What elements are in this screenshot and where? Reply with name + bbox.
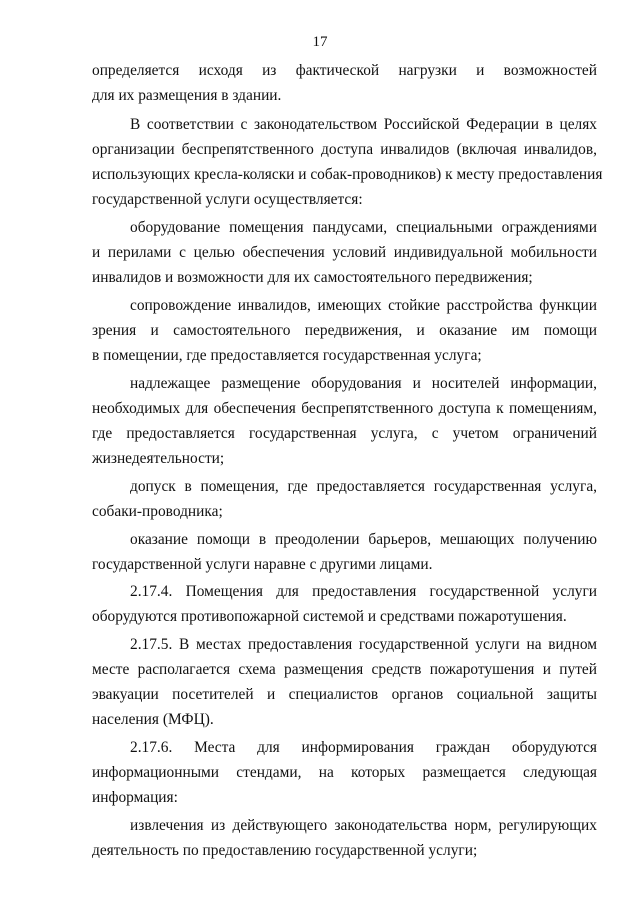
text-line: для их размещения в здании. [92, 87, 282, 104]
text-line: собаки-проводника; [92, 503, 223, 520]
text-line: государственной услуги наравне с другими лицами. [92, 556, 433, 573]
text-line: деятельность по предоставлению государственной услуги; [92, 842, 478, 859]
text-line: инвалидов и возможности для их самостоятельного передвижения; [92, 269, 533, 286]
text-line: оборудование помещения пандусами, специальными ограждениями [130, 219, 597, 236]
text-line: допуск в помещения, где предоставляется государственная услуга, [130, 478, 597, 495]
text-line: 2.17.6. Места для информирования граждан оборудуются [130, 739, 597, 756]
text-line: информационными стендами, на которых размещается следующая [92, 764, 597, 781]
text-line: населения (МФЦ). [92, 711, 214, 728]
text-line: В соответствии с законодательством Российской Федерации в целях [130, 116, 597, 133]
text-line: зрения и самостоятельного передвижения, и оказание им помощи [92, 322, 597, 339]
text-line: 2.17.4. Помещения для предоставления государственной услуги [130, 583, 597, 600]
text-line: использующих кресла-коляски и собак-проводников) к месту предоставления [92, 166, 603, 183]
text-line: жизнедеятельности; [92, 450, 225, 467]
text-line: 2.17.5. В местах предоставления государственной услуги на видном [130, 636, 597, 653]
text-line: извлечения из действующего законодательства норм, регулирующих [130, 817, 597, 834]
text-line: в помещении, где предоставляется государственная услуга; [92, 347, 482, 364]
text-line: необходимых для обеспечения беспрепятственного доступа к помещениям, [92, 400, 597, 417]
text-line: месте располагается схема размещения средств пожаротушения и путей [92, 661, 597, 678]
text-line: сопровождение инвалидов, имеющих стойкие расстройства функции [130, 297, 597, 314]
text-line: информация: [92, 789, 178, 806]
text-line: и перилами с целью обеспечения условий индивидуальной мобильности [92, 244, 597, 261]
text-line: оказание помощи в преодолении барьеров, мешающих получению [130, 531, 597, 548]
text-line: надлежащее размещение оборудования и носителей информации, [130, 375, 597, 392]
text-line: определяется исходя из фактической нагрузки и возможностей [92, 62, 597, 79]
text-line: оборудуются противопожарной системой и средствами пожаротушения. [92, 608, 567, 625]
text-line: государственной услуги осуществляется: [92, 191, 363, 208]
text-line: где предоставляется государственная услуга, с учетом ограничений [92, 425, 597, 442]
text-line: организации беспрепятственного доступа инвалидов (включая инвалидов, [92, 141, 597, 158]
page-number: 17 [312, 34, 328, 50]
text-line: эвакуации посетителей и специалистов органов социальной защиты [92, 686, 597, 703]
